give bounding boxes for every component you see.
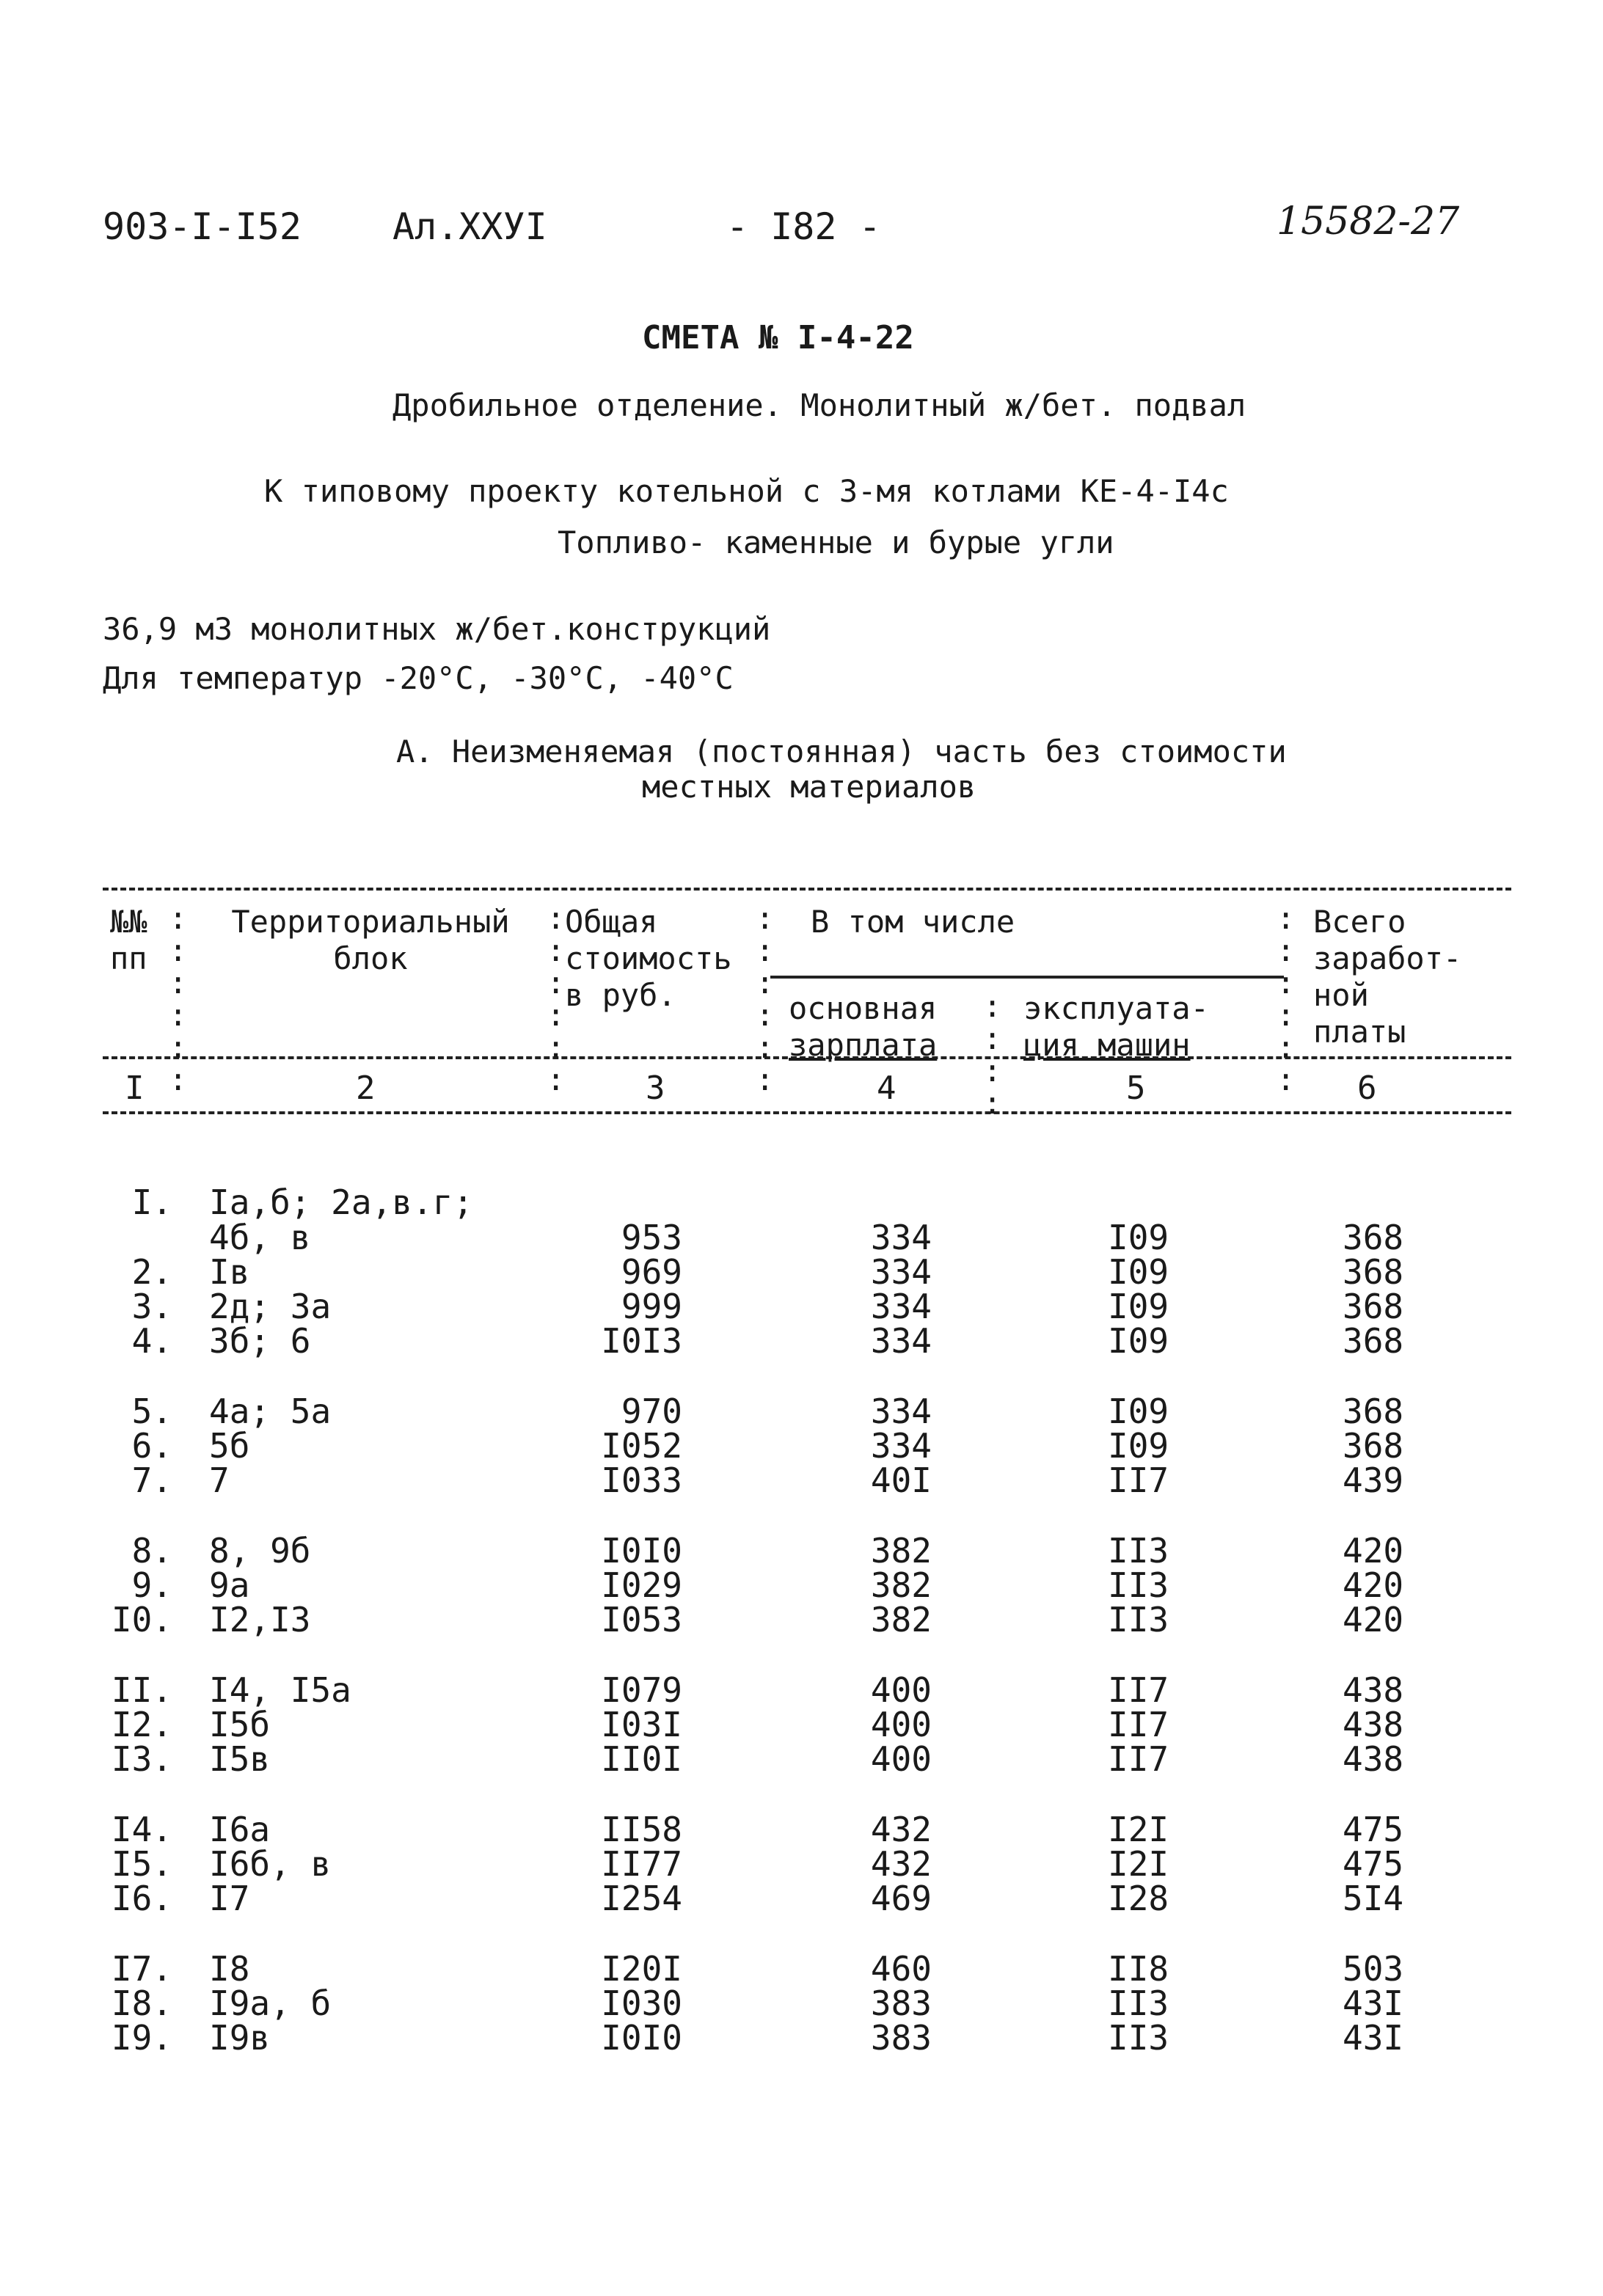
table-cell-sum: 368 [1343, 1252, 1404, 1292]
table-cell-mach: II8 [1108, 1949, 1169, 1989]
table-cell-mach: II3 [1108, 2018, 1169, 2058]
table-cell-wage: 334 [870, 1392, 932, 1431]
table-cell-wage: 40I [870, 1460, 932, 1500]
table-cell-mach: II3 [1108, 1984, 1169, 2023]
table-cell-block: 9а [209, 1565, 250, 1605]
incl-subheader-rule [770, 976, 1284, 979]
temperature-line: Для температур -20°С, -30°С, -40°С [103, 660, 734, 696]
estimate-subtitle: Дробильное отделение. Монолитный ж/бет. подвал [392, 387, 1246, 423]
table-cell-block: 8, 9б [209, 1531, 311, 1571]
section-title-line-1: А. Неизменяемая (постоянная) часть без стоимости [396, 734, 1287, 769]
table-cell-sum: 438 [1343, 1670, 1404, 1710]
table-cell-wage: 334 [870, 1252, 932, 1292]
table-cell-sum: 503 [1343, 1949, 1404, 1989]
table-cell-sum: 420 [1343, 1565, 1404, 1605]
project-code: 903-I-I52 [103, 205, 302, 248]
table-cell-n: 2. [131, 1252, 172, 1292]
table-cell-block: I4, I5а [209, 1670, 351, 1710]
album-number: Ал.XXУI [392, 205, 547, 248]
table-cell-mach: I2I [1108, 1810, 1169, 1849]
table-cell-block: I6а [209, 1810, 271, 1849]
table-cell-n: 6. [131, 1426, 172, 1466]
table-cell-n: I6. [111, 1879, 172, 1918]
separator-2: : : : : : : [547, 900, 566, 1097]
col-number-rule [103, 1111, 1511, 1114]
table-cell-total: 953 [621, 1218, 682, 1257]
table-cell-total: I079 [601, 1670, 682, 1710]
table-cell-n: 7. [131, 1460, 172, 1500]
table-cell-block: 2д; 3а [209, 1287, 332, 1326]
table-cell-mach: II7 [1108, 1739, 1169, 1779]
table-cell-mach: I09 [1108, 1321, 1169, 1361]
table-cell-sum: 368 [1343, 1426, 1404, 1466]
table-cell-mach: I09 [1108, 1218, 1169, 1257]
table-cell-mach: II7 [1108, 1460, 1169, 1500]
table-cell-wage: 382 [870, 1565, 932, 1605]
table-cell-mach: I2I [1108, 1844, 1169, 1884]
table-cell-n: I5. [111, 1844, 172, 1884]
table-cell-block: I7 [209, 1879, 250, 1918]
table-cell-block: I9а, б [209, 1984, 332, 2023]
table-cell-sum: 420 [1343, 1531, 1404, 1571]
table-cell-total: I254 [601, 1879, 682, 1918]
header-total-wage: Всего заработ- ной платы [1313, 904, 1462, 1050]
table-cell-total: I033 [601, 1460, 682, 1500]
table-cell-n: I2. [111, 1705, 172, 1744]
table-cell-n: I8. [111, 1984, 172, 2023]
table-cell-block: 5б [209, 1426, 250, 1466]
table-cell-n: I9. [111, 2018, 172, 2058]
table-cell-sum: 368 [1343, 1321, 1404, 1361]
table-cell-sum: 368 [1343, 1392, 1404, 1431]
table-cell-wage: 400 [870, 1670, 932, 1710]
table-cell-mach: II3 [1108, 1531, 1169, 1571]
table-cell-sum: 43I [1343, 1984, 1404, 2023]
table-cell-sum: 368 [1343, 1287, 1404, 1326]
table-cell-block: Iв [209, 1252, 250, 1292]
table-cell-mach: I09 [1108, 1426, 1169, 1466]
col-number-5: 5 [1126, 1070, 1146, 1107]
col-number-1: I [125, 1070, 145, 1107]
table-top-rule [103, 888, 1511, 891]
table-cell-block: 7 [209, 1460, 230, 1500]
table-cell-sum: 43I [1343, 2018, 1404, 2058]
table-cell-total: 970 [621, 1392, 682, 1431]
col-number-3: 3 [646, 1070, 665, 1107]
table-cell-mach: I09 [1108, 1252, 1169, 1292]
table-cell-wage: 469 [870, 1879, 932, 1918]
table-cell-wage: 432 [870, 1810, 932, 1849]
table-cell-mach: I09 [1108, 1392, 1169, 1431]
table-cell-wage: 334 [870, 1321, 932, 1361]
table-cell-sum: 438 [1343, 1705, 1404, 1744]
table-cell-n: 4. [131, 1321, 172, 1361]
table-cell-wage: 334 [870, 1218, 932, 1257]
table-cell-wage: 400 [870, 1705, 932, 1744]
separator-3: : : : : : : [756, 900, 775, 1097]
table-cell-total: II58 [601, 1810, 682, 1849]
volume-line: 36,9 м3 монолитных ж/бет.конструкций [103, 611, 771, 647]
table-cell-n: I3. [111, 1739, 172, 1779]
header-including: В том числе [811, 904, 1015, 940]
table-cell-mach: II7 [1108, 1670, 1169, 1710]
separator-5: : : : : : : [1277, 900, 1296, 1097]
table-cell-total: II77 [601, 1844, 682, 1884]
header-num: №№ пп [110, 904, 147, 976]
table-cell-block: I2,I3 [209, 1600, 311, 1639]
table-cell-mach: II7 [1108, 1705, 1169, 1744]
separator-1: : : : : : : [169, 900, 188, 1097]
table-cell-sum: 475 [1343, 1844, 1404, 1884]
table-cell-block: I8 [209, 1949, 250, 1989]
header-base-wage: основная зарплата [789, 990, 938, 1063]
table-cell-total: I030 [601, 1984, 682, 2023]
table-cell-wage: 383 [870, 2018, 932, 2058]
table-cell-n: I0. [111, 1600, 172, 1639]
table-cell-mach: I09 [1108, 1287, 1169, 1326]
col-number-4: 4 [877, 1070, 897, 1107]
col-number-2: 2 [356, 1070, 376, 1107]
col-number-6: 6 [1357, 1070, 1377, 1107]
table-cell-total: 999 [621, 1287, 682, 1326]
table-cell-wage: 383 [870, 1984, 932, 2023]
table-cell-n: I7. [111, 1949, 172, 1989]
table-cell-total: I0I0 [601, 1531, 682, 1571]
table-cell-block: 3б; 6 [209, 1321, 311, 1361]
table-cell-n: 3. [131, 1287, 172, 1326]
table-cell-wage: 432 [870, 1844, 932, 1884]
table-cell-total: II0I [601, 1739, 682, 1779]
table-cell-wage: 334 [870, 1426, 932, 1466]
table-cell-sum: 5I4 [1343, 1879, 1404, 1918]
table-cell-n: I. [131, 1182, 172, 1222]
table-cell-total: I03I [601, 1705, 682, 1744]
table-cell-sum: 438 [1343, 1739, 1404, 1779]
table-cell-mach: II3 [1108, 1565, 1169, 1605]
table-cell-total: I20I [601, 1949, 682, 1989]
table-cell-wage: 400 [870, 1739, 932, 1779]
table-cell-block: Iа,б; 2а,в.г; 4б, в [209, 1182, 474, 1257]
table-cell-block: I5б [209, 1705, 271, 1744]
header-total-cost: Общая стоимость в руб. [565, 904, 732, 1013]
table-cell-wage: 382 [870, 1600, 932, 1639]
table-cell-total: I053 [601, 1600, 682, 1639]
table-cell-total: I0I0 [601, 2018, 682, 2058]
table-cell-wage: 460 [870, 1949, 932, 1989]
table-cell-total: I052 [601, 1426, 682, 1466]
header-machine-use: эксплуата- ция машин [1023, 990, 1209, 1063]
section-title-line-2: местных материалов [642, 769, 976, 805]
table-cell-n: 9. [131, 1565, 172, 1605]
header-block: Территориальный блок [231, 904, 510, 976]
table-cell-n: 5. [131, 1392, 172, 1431]
table-cell-sum: 420 [1343, 1600, 1404, 1639]
table-cell-n: II. [111, 1670, 172, 1710]
table-cell-mach: I28 [1108, 1879, 1169, 1918]
table-cell-total: I029 [601, 1565, 682, 1605]
table-cell-total: 969 [621, 1252, 682, 1292]
page-number: - I82 - [726, 205, 881, 248]
estimate-title: СМЕТА № I-4-22 [642, 319, 914, 357]
table-cell-block: I9в [209, 2018, 271, 2058]
project-line-2: Топливо- каменные и бурые угли [558, 524, 1114, 560]
table-cell-sum: 439 [1343, 1460, 1404, 1500]
table-cell-sum: 368 [1343, 1218, 1404, 1257]
table-cell-wage: 382 [870, 1531, 932, 1571]
handwritten-document-id: 15582-27 [1277, 200, 1460, 244]
table-cell-block: I5в [209, 1739, 271, 1779]
separator-4: : : : : [983, 988, 1002, 1121]
table-cell-block: 4а; 5а [209, 1392, 332, 1431]
table-cell-sum: 475 [1343, 1810, 1404, 1849]
table-cell-wage: 334 [870, 1287, 932, 1326]
project-line-1: К типовому проекту котельной с 3-мя котлами КЕ-4-I4с [264, 473, 1229, 509]
table-cell-total: I0I3 [601, 1321, 682, 1361]
table-cell-n: I4. [111, 1810, 172, 1849]
table-cell-block: I6б, в [209, 1844, 332, 1884]
table-cell-n: 8. [131, 1531, 172, 1571]
table-cell-mach: II3 [1108, 1600, 1169, 1639]
